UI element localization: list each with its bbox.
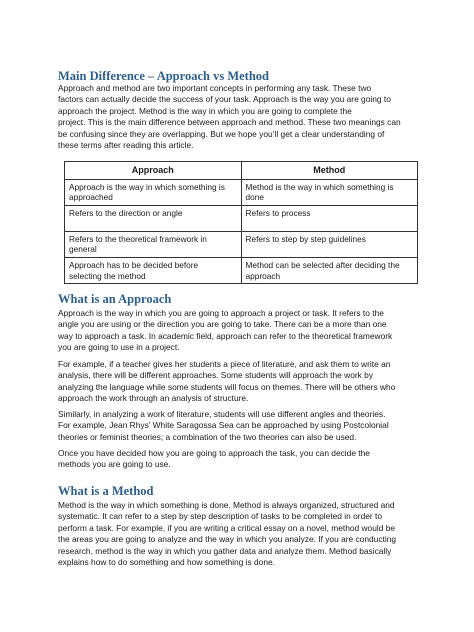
text-line: Approach is the way in which you are going to approach a project or task. It refers to the (58, 308, 384, 318)
text-line: project. This is the main difference between approach and method. These two meanings can (58, 117, 401, 128)
method-cell: Refers to process (241, 205, 418, 231)
approach-cell: Refers to the direction or angle (65, 205, 242, 231)
table-row (65, 231, 418, 257)
what-is-method-heading: What is a Method (58, 484, 154, 498)
method-paragraph (58, 500, 430, 568)
main-difference-heading: Main Difference – Approach vs Method (58, 69, 269, 83)
what-is-approach-heading: What is an Approach (58, 292, 172, 306)
text-line: be confusing since they are overlapping. But we hope you’ll get a clear understanding of (58, 128, 385, 139)
text-line: way to approach a task. In academic field, approach can refer to the theoretical framework (58, 330, 393, 341)
header-approach: Approach (65, 162, 242, 180)
text-line: Similarly, in analyzing a work of literature, students will use different angles and theories. (58, 409, 386, 419)
text-line: perform a task. For example, if you are writing a critical essay on a novel, method would be (58, 522, 396, 533)
table-header-row (65, 162, 418, 180)
table-row (65, 205, 418, 231)
comparison-table (64, 161, 418, 284)
text-line: the areas you are going to analyze and the way in which you analyze. If you are conducting (58, 534, 397, 545)
text-line: For example, Jean Rhys’ White Saragossa Sea can be approached by using Postcolonial (58, 420, 389, 431)
text-line: Method is the way in which something is done. Method is always organized, structured and (58, 500, 395, 510)
text-line: methods you are going to use. (58, 459, 171, 470)
table-row (65, 179, 418, 205)
approach-paragraph-2 (58, 359, 430, 405)
approach-cell: Approach is the way in which something is approached (65, 179, 242, 205)
text-line: these terms after reading this article. (58, 140, 194, 151)
approach-cell: Approach has to be decided before selecting the method (65, 257, 242, 283)
table-row (65, 257, 418, 283)
text-line: systematic. It can refer to a step by step description of tasks to be completed in order to (58, 511, 382, 522)
approach-cell: Refers to the theoretical framework in general (65, 231, 242, 257)
text-line: explains how to do something and how something is done. (58, 557, 275, 568)
method-cell: Refers to step by step guidelines (241, 231, 418, 257)
text-line: Approach and method are two important concepts in performing any task. These two (58, 83, 372, 93)
approach-paragraph-4 (58, 448, 430, 471)
text-line: research, method is the way in which you gather data and analyze them. Method basically (58, 545, 392, 556)
text-line: approach the work through an analysis of structure. (58, 393, 249, 404)
text-line: you are going to use in a project. (58, 342, 180, 353)
header-method: Method (241, 162, 418, 180)
approach-paragraph-1 (58, 308, 430, 354)
text-line: theories or feminist theories; a combination of the two theories can also be used. (58, 431, 357, 442)
method-cell: Method is the way in which something is done (241, 179, 418, 205)
text-line: Once you have decided how you are going to approach the task, you can decide the (58, 448, 370, 458)
text-line: For example, if a teacher gives her students a piece of literature, and ask them to write an (58, 359, 391, 369)
text-line: approach the project. Method is the way in which you are going to complete the (58, 105, 352, 116)
text-line: analyzing the language while some students will focus on themes. There will be others who (58, 381, 396, 392)
text-line: angle you are using or the direction you are going to take. There can be a more than one (58, 319, 387, 330)
approach-paragraph-3 (58, 409, 430, 443)
intro-paragraph (58, 83, 430, 151)
text-line: analysis, there will be different approaches. Some students will approach the work by (58, 370, 374, 381)
method-cell: Method can be selected after deciding the approach (241, 257, 418, 283)
text-line: factors can actually decide the success of your task. Approach is the way you are going to (58, 94, 391, 105)
